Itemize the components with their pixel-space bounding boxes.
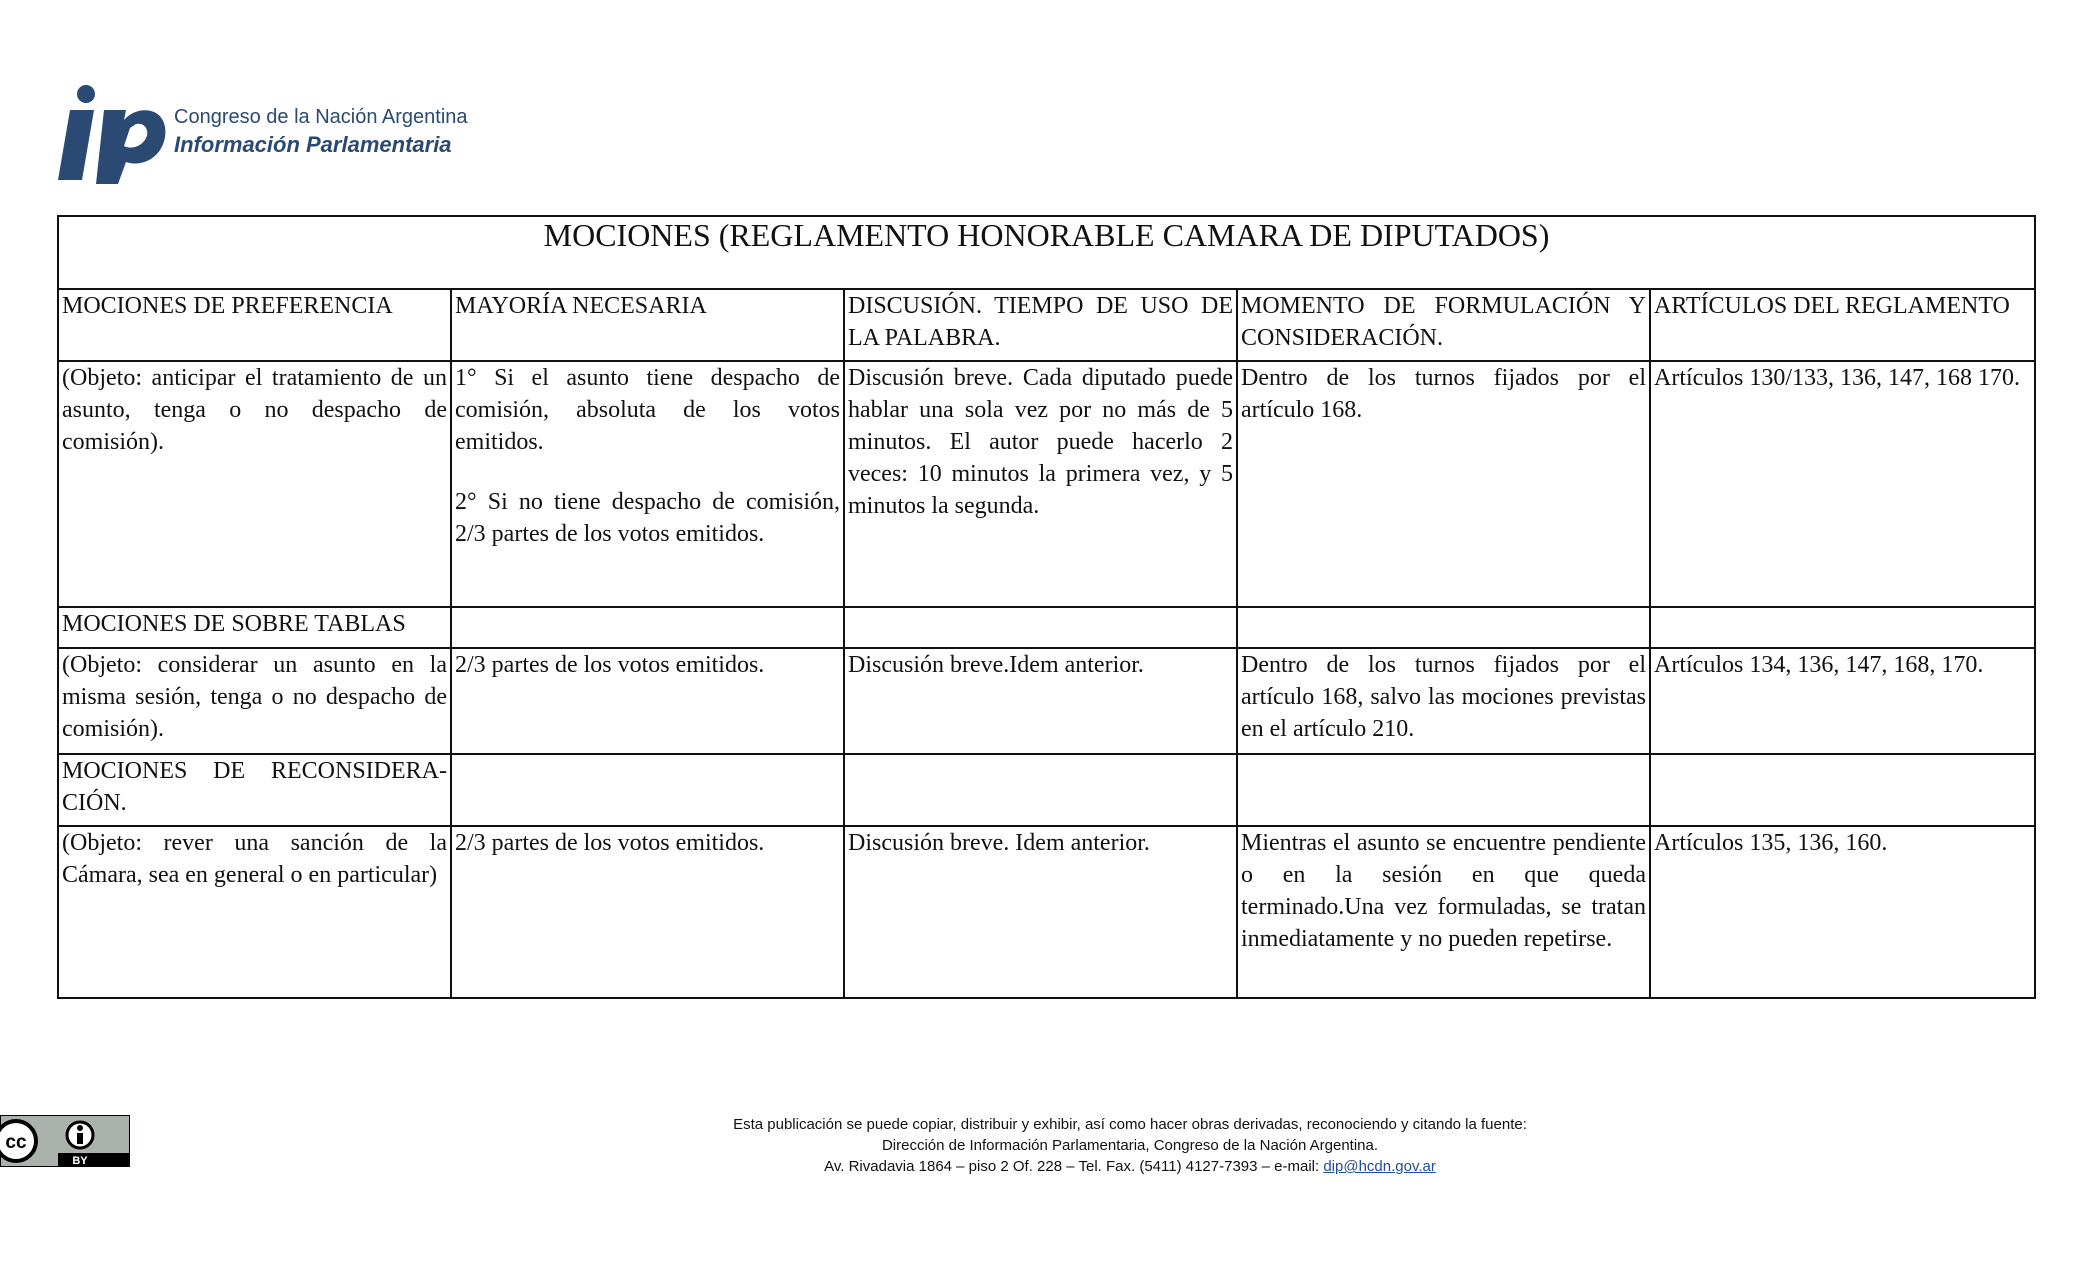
table-header-row <box>58 289 2035 361</box>
table-cell: Artículos 134, 136, 147, 168, 170. <box>1650 648 2035 754</box>
by-label: BY <box>72 1155 88 1167</box>
table-cell: 2/3 partes de los votos emitidos. <box>451 648 844 754</box>
table-row <box>58 607 2035 648</box>
table-row <box>58 754 2035 826</box>
footer-license-text: Esta publicación se puede copiar, distribuir y exhibir, así como hacer obras derivadas, reconociendo y citando la fuente: <box>733 1116 1527 1133</box>
table-cell: Dentro de los turnos fijados por el artículo 168. <box>1237 361 1650 607</box>
table-cell <box>844 607 1237 648</box>
table-cell: Artículos 130/133, 136, 147, 168 170. <box>1650 361 2035 607</box>
table-cell <box>1237 754 1650 826</box>
cc-by-license-badge <box>0 1115 130 1167</box>
table-cell <box>451 754 844 826</box>
table-row <box>58 361 2035 607</box>
footer-address <box>380 1156 1880 1177</box>
email-link[interactable]: dip@hcdn.gov.ar <box>1323 1158 1436 1175</box>
table-title-row <box>58 216 2035 289</box>
attribution-icon <box>77 1125 83 1131</box>
table-cell: MOCIONES DE SOBRE TABLAS <box>58 607 451 648</box>
footer-contact: Av. Rivadavia 1864 – piso 2 Of. 228 – Tel. Fax. (5411) 4127-7393 – e-mail: <box>824 1158 1324 1175</box>
majority-option-2: 2° Si no tiene despacho de comisión, 2/3 partes de los votos emitidos. <box>455 489 840 547</box>
table-cell: MOCIONES DE RECONSIDERA-CIÓN. <box>58 754 451 826</box>
table-cell: Discusión breve.Idem anterior. <box>844 648 1237 754</box>
footer <box>380 1114 1880 1177</box>
table-cell <box>451 361 844 607</box>
table-cell: Discusión breve. Idem anterior. <box>844 826 1237 998</box>
column-header: ARTÍCULOS DEL REGLAMENTO <box>1650 289 2035 361</box>
table-cell <box>844 754 1237 826</box>
table-cell <box>1237 607 1650 648</box>
table-cell: Artículos 135, 136, 160. <box>1650 826 2035 998</box>
table-cell <box>1650 607 2035 648</box>
cc-icon: cc <box>5 1132 27 1153</box>
table-row <box>58 648 2035 754</box>
mociones-table <box>57 215 2036 999</box>
table-title: MOCIONES (REGLAMENTO HONORABLE CAMARA DE DIPUTADOS) <box>58 216 2035 289</box>
majority-option-1: 1° Si el asunto tiene despacho de comisión, absoluta de los votos emitidos. <box>455 365 840 455</box>
footer-source: Dirección de Información Parlamentaria, Congreso de la Nación Argentina. <box>881 1137 1379 1154</box>
column-header: MOCIONES DE PREFERENCIA <box>58 289 451 361</box>
table-row <box>58 826 2035 998</box>
table-cell: (Objeto: anticipar el tratamiento de un asunto, tenga o no despacho de comisión). <box>58 361 451 607</box>
table-cell: Discusión breve. Cada diputado puede hablar una sola vez por no más de 5 minutos. El autor puede hacerlo 2 veces: 10 minutos la primera vez, y 5 minutos la segunda. <box>844 361 1237 607</box>
table-cell: Mientras el asunto se encuentre pendiente o en la sesión en que queda terminado.Una vez formuladas, se tratan inmediatamente y no pueden repetirse. <box>1237 826 1650 998</box>
column-header: MOMENTO DE FORMULACIÓN Y CONSIDERACIÓN. <box>1237 289 1650 361</box>
column-header: MAYORÍA NECESARIA <box>451 289 844 361</box>
table-cell: (Objeto: rever una sanción de la Cámara, sea en general o en particular) <box>58 826 451 998</box>
org-department: Información Parlamentaria <box>174 132 452 157</box>
column-header: DISCUSIÓN. TIEMPO DE USO DE LA PALABRA. <box>844 289 1237 361</box>
table-cell <box>1650 754 2035 826</box>
table-cell: Dentro de los turnos fijados por el artículo 168, salvo las mociones previstas en el artículo 210. <box>1237 648 1650 754</box>
table-cell: 2/3 partes de los votos emitidos. <box>451 826 844 998</box>
org-name: Congreso de la Nación Argentina <box>174 106 468 128</box>
institution-logo <box>52 84 472 184</box>
ip-logo-icon <box>52 84 172 184</box>
table-cell: (Objeto: considerar un asunto en la misma sesión, tenga o no despacho de comisión). <box>58 648 451 754</box>
table-cell <box>451 607 844 648</box>
